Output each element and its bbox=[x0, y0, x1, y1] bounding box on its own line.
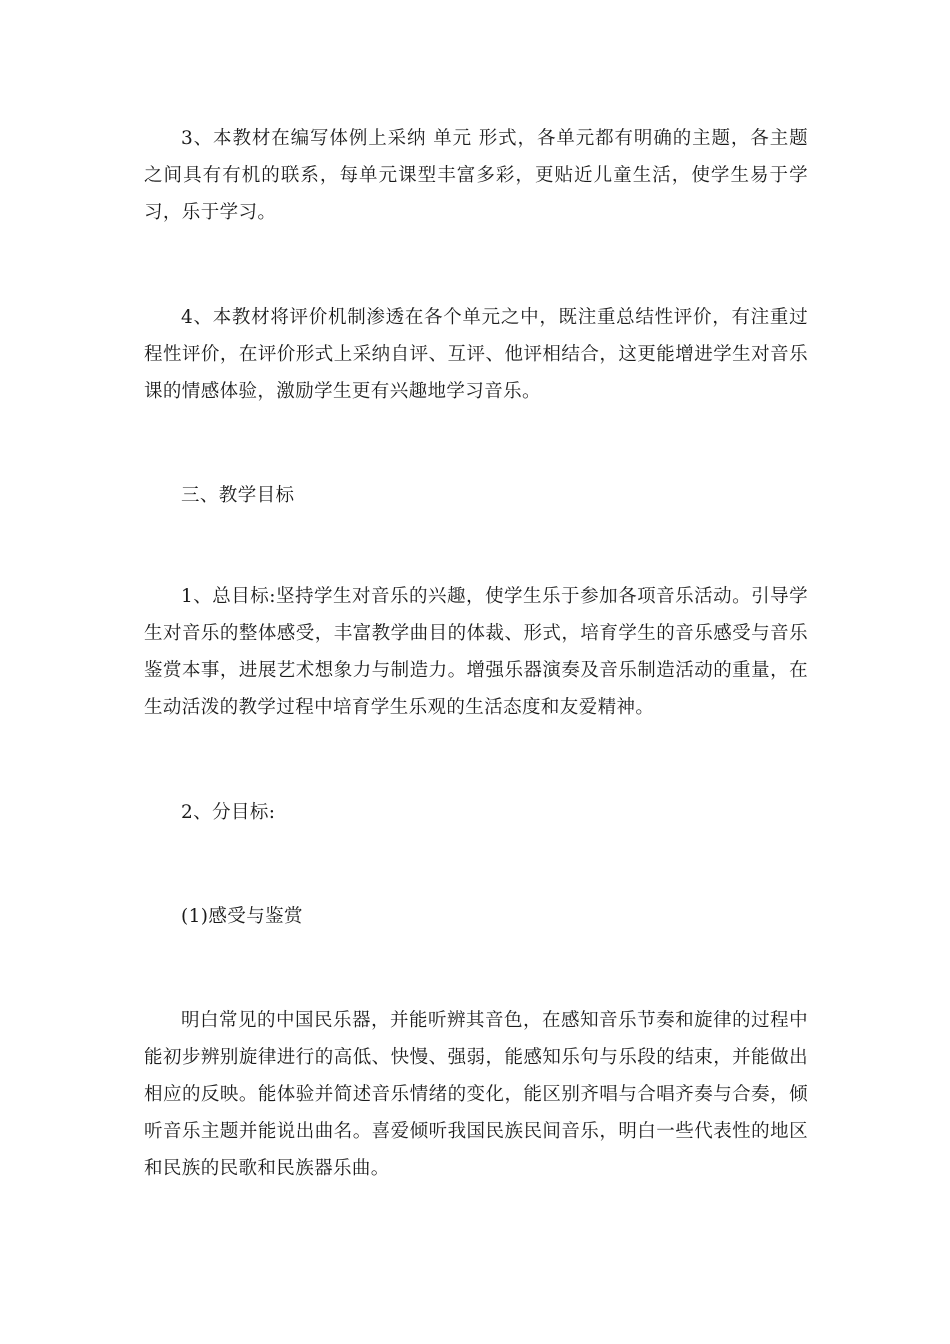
paragraph-overall-goal: 1、总目标:坚持学生对音乐的兴趣，使学生乐于参加各项音乐活动。引导学生对音乐的整体感受，丰富教学曲目的体裁、形式，培育学生的音乐感受与音乐鉴赏本事，进展艺术想象力与制造力。增强乐器演奏及音乐制造活动的重量，在生动活泼的教学过程中培育学生乐观的生活态度和友爱精神。 bbox=[144, 586, 808, 718]
subheading-feeling-appreciation: (1)感受与鉴赏 bbox=[181, 906, 303, 927]
subheading-sub-goals: 2、分目标: bbox=[181, 802, 276, 823]
paragraph-appreciation-details: 明白常见的中国民乐器，并能听辨其音色，在感知音乐节奏和旋律的过程中能初步辨别旋律进行的高低、快慢、强弱，能感知乐句与乐段的结束，并能做出相应的反映。能体验并简述音乐情绪的变化，能区别齐唱与合唱齐奏与合奏，倾听音乐主题并能说出曲名。喜爱倾听我国民族民间音乐，明白一些代表性的地区和民族的民歌和民族器乐曲。 bbox=[144, 1010, 808, 1179]
section-heading-teaching-goals: 三、教学目标 bbox=[181, 485, 295, 506]
paragraph-evaluation-mechanism: 4、本教材将评价机制渗透在各个单元之中，既注重总结性评价，有注重过程性评价，在评价形式上采纳自评、互评、他评相结合，这更能增进学生对音乐课的情感体验，激励学生更有兴趣地学习音乐。 bbox=[144, 307, 808, 402]
paragraph-textbook-unit-format: 3、本教材在编写体例上采纳 单元 形式，各单元都有明确的主题，各主题之间具有有机的联系，每单元课型丰富多彩，更贴近儿童生活，使学生易于学习，乐于学习。 bbox=[144, 128, 808, 223]
